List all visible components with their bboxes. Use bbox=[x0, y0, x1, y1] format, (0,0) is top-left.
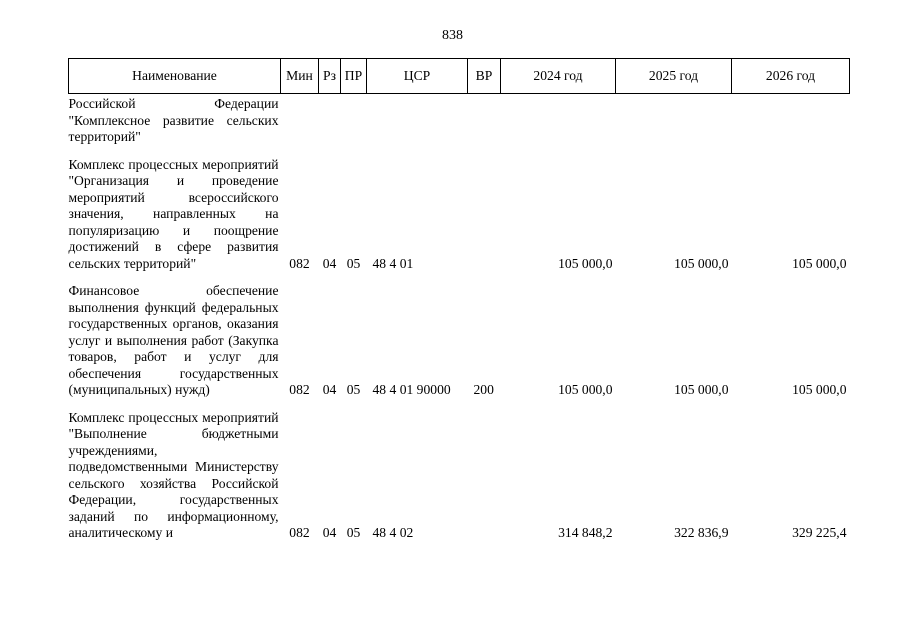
row-amount-2025: 322 836,9 bbox=[674, 525, 729, 540]
row-rz: 04 bbox=[322, 525, 337, 540]
row-name: Финансовое обеспечение выполнения функций федеральных государственных органов, оказания услуг и выполнения работ (Закупка товаров, работ и услуг для обеспечения государственных (муниципальных) нужд) bbox=[68, 283, 279, 397]
column-header-rz: Рз bbox=[319, 59, 341, 94]
row-amount-2024: 105 000,0 bbox=[558, 255, 613, 271]
budget-table bbox=[68, 58, 850, 542]
row-csr: 48 4 02 bbox=[372, 525, 414, 540]
row-name: Российской Федерации "Комплексное развитие сельских территорий" bbox=[68, 96, 279, 144]
row-csr: 48 4 01 bbox=[372, 255, 414, 271]
column-header-2026: 2026 год bbox=[732, 59, 850, 94]
column-header-2025: 2025 год bbox=[616, 59, 732, 94]
row-pr: 05 bbox=[346, 525, 361, 540]
row-pr: 05 bbox=[346, 255, 361, 271]
table-row bbox=[69, 146, 850, 273]
row-amount-2026: 105 000,0 bbox=[792, 382, 847, 397]
row-min: 082 bbox=[289, 525, 310, 540]
column-header-2024: 2024 год bbox=[501, 59, 616, 94]
table-row bbox=[69, 399, 850, 542]
column-header-name: Наименование bbox=[69, 59, 281, 94]
column-header-vr: ВР bbox=[468, 59, 501, 94]
row-csr bbox=[367, 94, 468, 146]
column-header-min: Мин bbox=[281, 59, 319, 94]
table-row bbox=[69, 272, 850, 399]
row-amount-2025: 105 000,0 bbox=[674, 255, 729, 271]
row-rz bbox=[319, 94, 341, 146]
row-amount-2025: 105 000,0 bbox=[674, 382, 729, 397]
row-name: Комплекс процессных мероприятий "Выполнение бюджетными учреждениями, подведомственными Министерству сельского хозяйства Российской Федерации, государственных заданий по информационному, аналитическому и bbox=[68, 409, 279, 540]
row-rz: 04 bbox=[322, 382, 337, 397]
column-header-pr: ПР bbox=[341, 59, 367, 94]
row-vr bbox=[468, 146, 501, 273]
page-number: 838 bbox=[442, 28, 463, 43]
row-min bbox=[281, 94, 319, 146]
row-amount-2025 bbox=[616, 94, 732, 146]
row-csr: 48 4 01 90000 bbox=[372, 382, 451, 397]
row-amount-2024 bbox=[501, 94, 616, 146]
row-vr: 200 bbox=[473, 382, 494, 397]
row-name: Комплекс процессных мероприятий "Организация и проведение мероприятий всероссийского значения, направленных на популяризацию и поощрение достижений в сфере развития сельских территорий" bbox=[68, 156, 279, 271]
row-vr bbox=[468, 399, 501, 542]
row-pr bbox=[341, 94, 367, 146]
column-header-csr: ЦСР bbox=[367, 59, 468, 94]
row-amount-2026: 329 225,4 bbox=[792, 525, 847, 540]
row-rz: 04 bbox=[322, 255, 337, 271]
row-min: 082 bbox=[289, 255, 310, 271]
row-amount-2024: 314 848,2 bbox=[558, 525, 613, 540]
row-amount-2026 bbox=[732, 94, 850, 146]
row-amount-2024: 105 000,0 bbox=[558, 382, 613, 397]
row-min: 082 bbox=[289, 382, 310, 397]
row-amount-2026: 105 000,0 bbox=[792, 255, 847, 271]
table-row bbox=[69, 94, 850, 146]
row-vr bbox=[468, 94, 501, 146]
table-header-row bbox=[69, 59, 850, 94]
row-pr: 05 bbox=[346, 382, 361, 397]
